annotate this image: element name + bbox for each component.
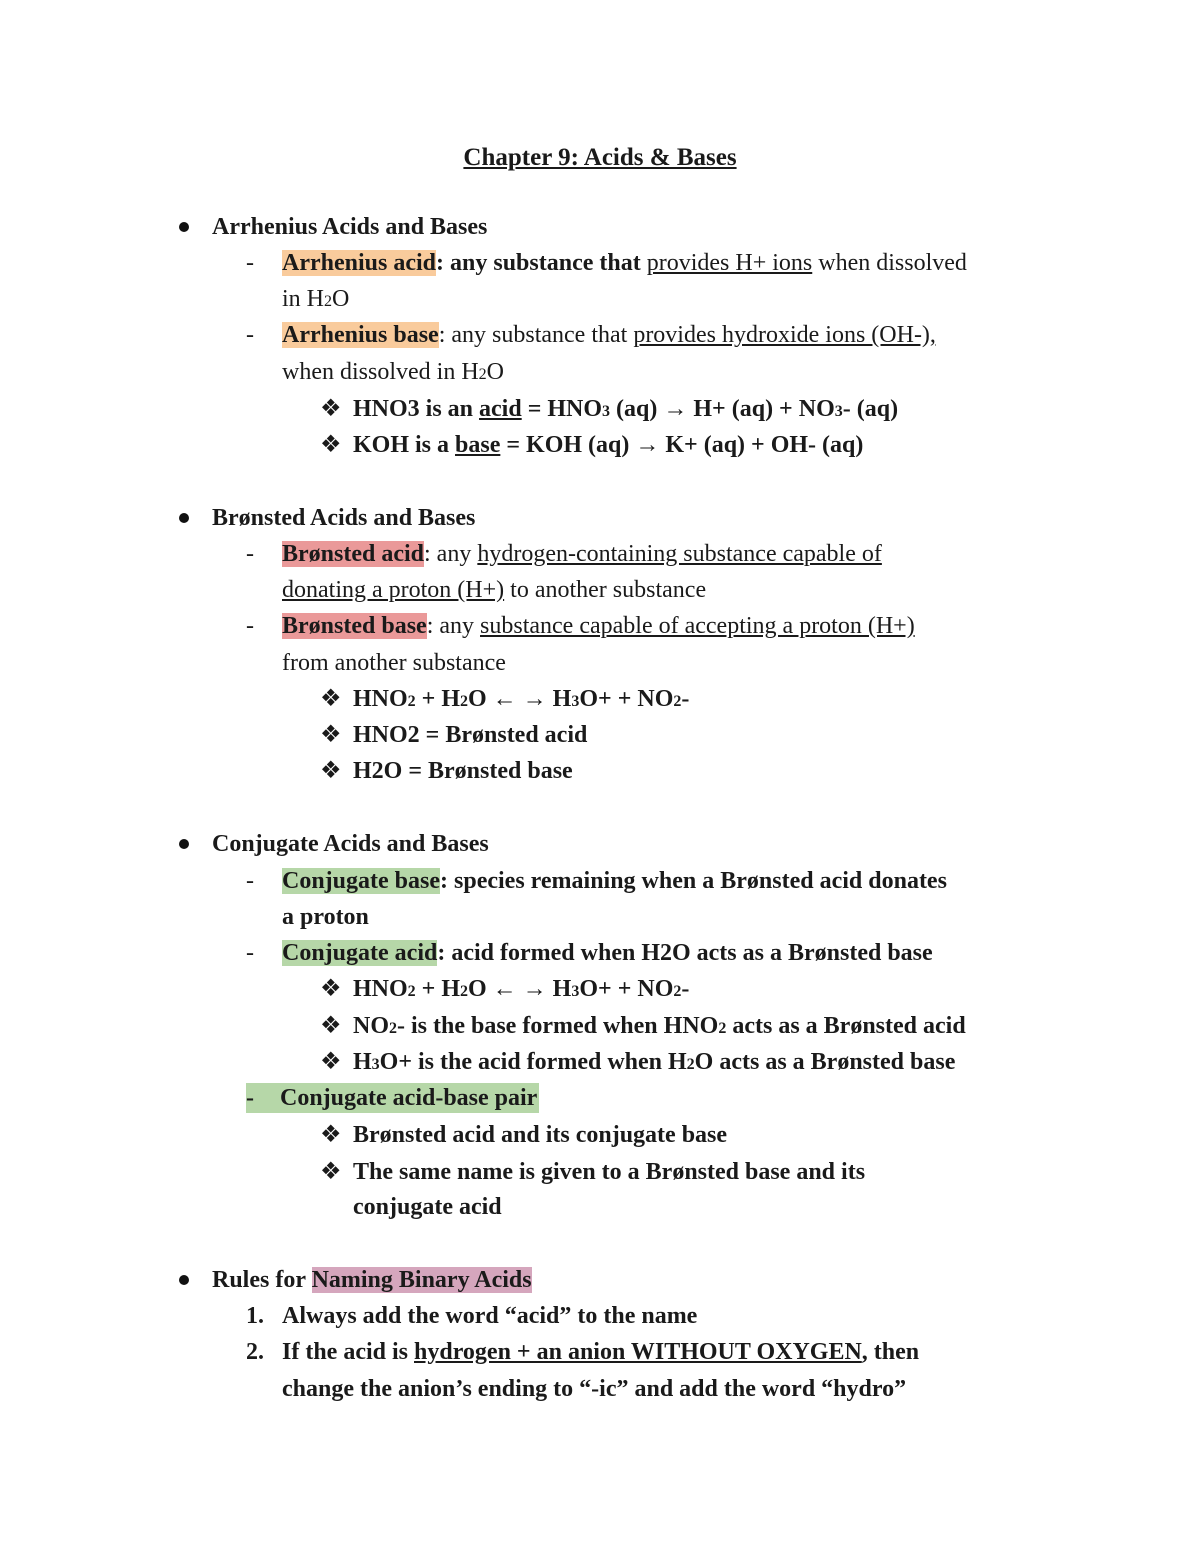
arrhenius-acid-definition: Arrhenius acid: any substance that provides H+ ions when dissolved <box>282 250 967 276</box>
rule-1-number: 1. <box>246 1303 264 1329</box>
conjugate-example-base: NO2- is the base formed when HNO2 acts as a Brønsted acid <box>353 1013 966 1039</box>
rule-1: Always add the word “acid” to the name <box>282 1303 698 1329</box>
arrhenius-base-term: Arrhenius base <box>282 322 439 348</box>
diamond-icon: ❖ <box>320 396 342 422</box>
bronsted-equation: HNO2 + H2O ← → H3O+ + NO2- <box>353 686 690 712</box>
arrhenius-base-definition-cont: when dissolved in H2O <box>282 359 504 385</box>
dash-marker: - <box>246 940 254 966</box>
bullet-icon <box>179 839 189 849</box>
bronsted-base-definition-cont: from another substance <box>282 650 506 676</box>
dash-marker: - <box>246 541 254 567</box>
diamond-icon: ❖ <box>320 1122 342 1148</box>
bullet-icon <box>179 1275 189 1285</box>
diamond-icon: ❖ <box>320 432 342 458</box>
bullet-icon <box>179 513 189 523</box>
arrhenius-base-definition: Arrhenius base: any substance that provides hydroxide ions (OH-), <box>282 322 936 348</box>
conjugate-base-definition: Conjugate base: species remaining when a Brønsted acid donates <box>282 868 947 894</box>
conjugate-acid-definition: Conjugate acid: acid formed when H2O acts as a Brønsted base <box>282 940 933 966</box>
arrhenius-acid-definition-cont: in H2O <box>282 286 350 312</box>
rule-2-cont: change the anion’s ending to “-ic” and add the word “hydro” <box>282 1376 907 1402</box>
bronsted-example-base: H2O = Brønsted base <box>353 758 573 784</box>
bronsted-example-acid: HNO2 = Brønsted acid <box>353 722 588 748</box>
arrhenius-acid-term: Arrhenius acid <box>282 250 437 276</box>
bullet-icon <box>179 222 189 232</box>
dash-marker: - <box>246 868 254 894</box>
conjugate-base-term: Conjugate base <box>282 868 441 894</box>
conjugate-pair-point-2-cont: conjugate acid <box>353 1194 502 1220</box>
diamond-icon: ❖ <box>320 1049 342 1075</box>
diamond-icon: ❖ <box>320 976 342 1002</box>
diamond-icon: ❖ <box>320 758 342 784</box>
section-heading-arrhenius: Arrhenius Acids and Bases <box>212 214 488 240</box>
conjugate-acid-term: Conjugate acid <box>282 940 438 966</box>
bronsted-acid-term: Brønsted acid <box>282 541 425 567</box>
diamond-icon: ❖ <box>320 1159 342 1185</box>
bronsted-acid-definition: Brønsted acid: any hydrogen-containing substance capable of <box>282 541 882 567</box>
naming-binary-acids-highlight: Naming Binary Acids <box>311 1267 532 1293</box>
conjugate-pair-point-1: Brønsted acid and its conjugate base <box>353 1122 728 1148</box>
bronsted-acid-definition-cont: donating a proton (H+) to another substance <box>282 577 707 603</box>
conjugate-pair-heading: - Conjugate acid-base pair <box>246 1085 538 1111</box>
dash-marker: - <box>246 322 254 348</box>
diamond-icon: ❖ <box>320 1013 342 1039</box>
section-heading-conjugate: Conjugate Acids and Bases <box>212 831 489 857</box>
arrhenius-example-base: KOH is a base = KOH (aq) → K+ (aq) + OH- (aq) <box>353 432 864 458</box>
diamond-icon: ❖ <box>320 686 342 712</box>
bronsted-base-term: Brønsted base <box>282 613 427 639</box>
section-heading-naming: Rules for Naming Binary Acids <box>212 1267 532 1293</box>
conjugate-pair-point-2: The same name is given to a Brønsted base and its <box>353 1159 866 1185</box>
dash-marker: - <box>246 250 254 276</box>
diamond-icon: ❖ <box>320 722 342 748</box>
section-heading-bronsted: Brønsted Acids and Bases <box>212 505 476 531</box>
conjugate-base-definition-cont: a proton <box>282 904 369 930</box>
rule-2: If the acid is hydrogen + an anion WITHOUT OXYGEN, then <box>282 1339 920 1365</box>
bronsted-base-definition: Brønsted base: any substance capable of accepting a proton (H+) <box>282 613 915 639</box>
conjugate-example-acid: H3O+ is the acid formed when H2O acts as a Brønsted base <box>353 1049 956 1075</box>
dash-marker: - <box>246 613 254 639</box>
rule-2-number: 2. <box>246 1339 264 1365</box>
page-title: Chapter 9: Acids & Bases <box>463 144 737 171</box>
conjugate-equation: HNO2 + H2O ← → H3O+ + NO2- <box>353 976 690 1002</box>
arrhenius-example-acid: HNO3 is an acid = HNO3 (aq) → H+ (aq) + NO3- (aq) <box>353 396 899 422</box>
